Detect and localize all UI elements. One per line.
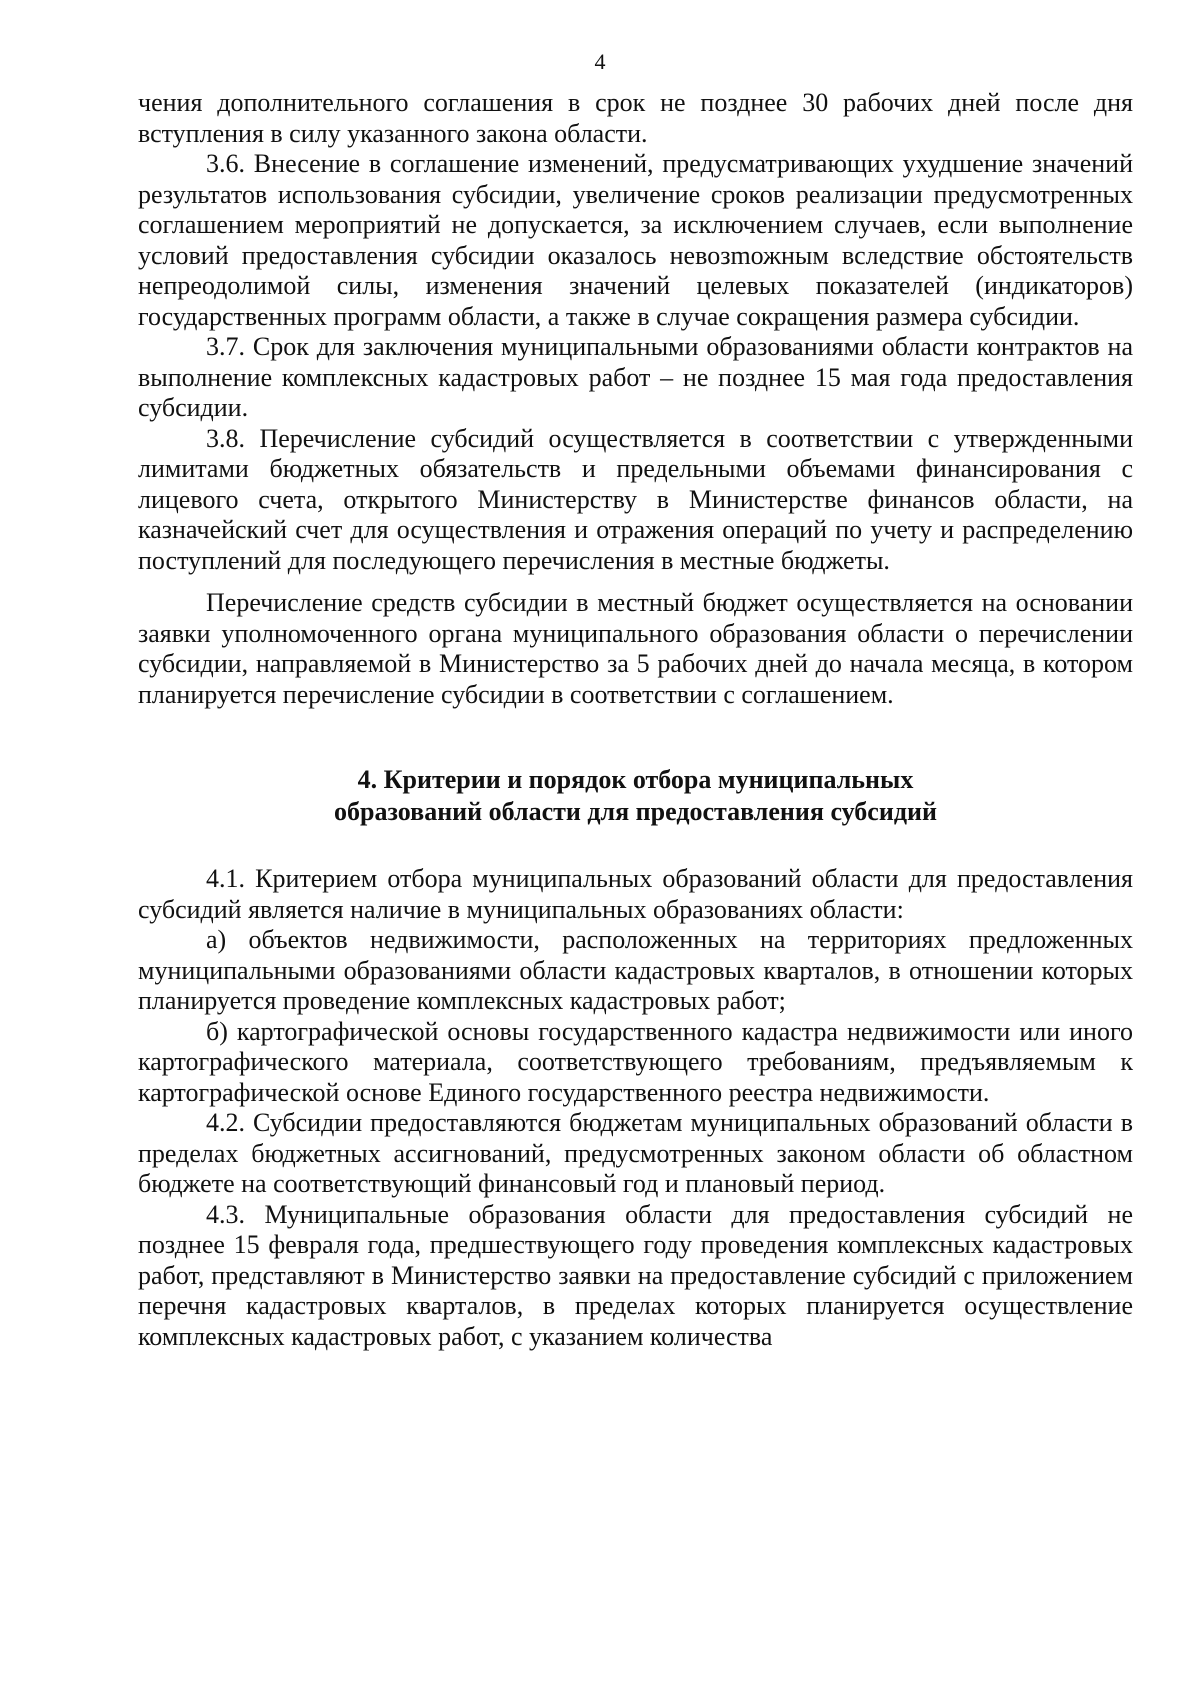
paragraph-3-8: 3.8. Перечисление субсидий осуществляется в соответствии с утвержденными лимитами бюджетных обязательств и предельными объемами финансирования с лицевого счета, открытого Министерству в Министерстве финансов области, на казначейский счет для осуществления и отражения операций по учету и распределению поступлений для последующего перечисления в местные бюджеты. xyxy=(138,423,1133,575)
page-number: 4 xyxy=(594,49,606,74)
section-4-title-line-1: 4. Критерии и порядок отбора муниципальных xyxy=(357,765,914,794)
document-body xyxy=(138,88,1133,1352)
paragraph-3-7: 3.7. Срок для заключения муниципальными образованиями области контрактов на выполнение комплексных кадастровых работ – не позднее 15 мая года предоставления субсидии. xyxy=(138,332,1133,422)
paragraph-4-1: 4.1. Критерием отбора муниципальных образований области для предоставления субсидий является наличие в муниципальных образованиях области: xyxy=(138,864,1133,924)
paragraph-3-6: 3.6. Внесение в соглашение изменений, предусматривающих ухудшение значений результатов использования субсидии, увеличение сроков реализации предусмотренных соглашением мероприятий не допускается, за исключением случаев, если выполнение условий предоставления субсидии оказалось невозmожным вследствие обстоятельств непреодолимой силы, изменения значений целевых показателей (индикаторов) государственных программ области, а также в случае сокращения размера субсидии. xyxy=(138,149,1133,331)
paragraph-4-3: 4.3. Муниципальные образования области для предоставления субсидий не позднее 15 февраля года, предшествующего году проведения комплексных кадастровых работ, представляют в Министерство заявки на предоставление субсидий с приложением перечня кадастровых кварталов, в пределах которых планируется осуществление комплексных кадастровых работ, с указанием количества xyxy=(138,1199,1133,1351)
paragraph-4-2: 4.2. Субсидии предоставляются бюджетам муниципальных образований области в пределах бюджетных ассигнований, предусмотренных законом области об областном бюджете на соответствующий финансовый год и плановый период. xyxy=(138,1108,1133,1198)
section-4-title-line-2: образований области для предоставления субсидий xyxy=(334,797,937,826)
paragraph-continuation: чения дополнительного соглашения в срок не позднее 30 рабочих дней после дня вступления в силу указанного закона области. xyxy=(138,88,1133,148)
paragraph-4-1-b: б) картографической основы государственного кадастра недвижимости или иного картографического материала, соответствующего требованиям, предъявляемым к картографической основе Единого государственного реестра недвижимости. xyxy=(138,1016,1133,1107)
paragraph-4-1-a: а) объектов недвижимости, расположенных на территориях предложенных муниципальными образованиями области кадастровых кварталов, в отношении которых планируется проведение комплексных кадастровых работ; xyxy=(138,925,1133,1015)
paragraph-3-8-transfer: Перечисление средств субсидии в местный бюджет осуществляется на основании заявки уполномоченного органа муниципального образования области о перечислении субсидии, направляемой в Министерство за 5 рабочих дней до начала месяца, в котором планируется перечисление субсидии в соответствии с соглашением. xyxy=(138,588,1133,709)
section-4-title xyxy=(138,764,1133,828)
